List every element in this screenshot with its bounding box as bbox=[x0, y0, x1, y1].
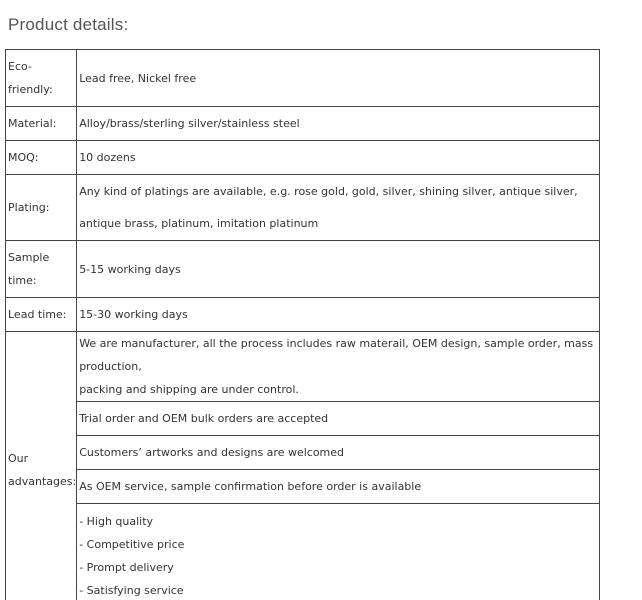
advantage-item-3: Customers’ artworks and designs are welcomed bbox=[77, 436, 600, 470]
advantages-label-line2: advantages: bbox=[8, 475, 77, 488]
bullet-high-quality: - High quality bbox=[79, 515, 154, 528]
moq-value: 10 dozens bbox=[77, 141, 600, 175]
eco-friendly-value: Lead free, Nickel free bbox=[77, 50, 600, 107]
material-value: Alloy/brass/sterling silver/stainless steel bbox=[77, 107, 600, 141]
table-row-advantages-3 bbox=[6, 436, 600, 470]
table-row-material bbox=[6, 107, 600, 141]
lead-time-label: Lead time: bbox=[6, 298, 77, 332]
table-row-advantages-2 bbox=[6, 402, 600, 436]
material-label: Material: bbox=[6, 107, 77, 141]
sample-time-value: 5-15 working days bbox=[77, 241, 600, 298]
bullet-satisfying-service: - Satisfying service bbox=[79, 584, 184, 597]
eco-friendly-label bbox=[6, 50, 77, 107]
advantage-item-4: As OEM service, sample confirmation before order is available bbox=[77, 470, 600, 504]
table-row-plating bbox=[6, 175, 600, 241]
advantage-bullets bbox=[77, 504, 600, 600]
table-row-advantages-1 bbox=[6, 332, 600, 402]
sample-time-label-line1: Sample bbox=[8, 251, 50, 264]
plating-value-line1: Any kind of platings are available, e.g. rose gold, gold, silver, shining silver, antique silver, bbox=[79, 184, 578, 198]
sample-time-label-line2: time: bbox=[8, 274, 37, 287]
bullet-prompt-delivery: - Prompt delivery bbox=[79, 561, 174, 574]
lead-time-value: 15-30 working days bbox=[77, 298, 600, 332]
table-row-advantages-4 bbox=[6, 470, 600, 504]
table-row-eco-friendly bbox=[6, 50, 600, 107]
plating-value-line2: antique brass, platinum, imitation platinum bbox=[79, 216, 319, 230]
plating-label: Plating: bbox=[6, 175, 77, 241]
table-row-moq bbox=[6, 141, 600, 175]
sample-time-label bbox=[6, 241, 77, 298]
advantages-label-line1: Our bbox=[8, 452, 29, 465]
page-title: Product details: bbox=[8, 15, 129, 34]
advantage-item-1-line1: We are manufacturer, all the process includes raw materail, OEM design, sample order, mass production, bbox=[79, 337, 594, 373]
product-details-table bbox=[5, 49, 600, 600]
advantage-item-2: Trial order and OEM bulk orders are accepted bbox=[77, 402, 600, 436]
table-row-lead-time bbox=[6, 298, 600, 332]
plating-value bbox=[77, 175, 600, 241]
eco-friendly-label-line1: Eco- bbox=[8, 60, 32, 73]
advantage-item-1 bbox=[77, 332, 600, 402]
advantage-item-1-line2: packing and shipping are under control. bbox=[79, 383, 299, 396]
advantages-label bbox=[6, 332, 77, 600]
table-row-sample-time bbox=[6, 241, 600, 298]
bullet-competitive-price: - Competitive price bbox=[79, 538, 185, 551]
table-row-advantages-5 bbox=[6, 504, 600, 600]
eco-friendly-label-line2: friendly: bbox=[8, 83, 53, 96]
moq-label: MOQ: bbox=[6, 141, 77, 175]
